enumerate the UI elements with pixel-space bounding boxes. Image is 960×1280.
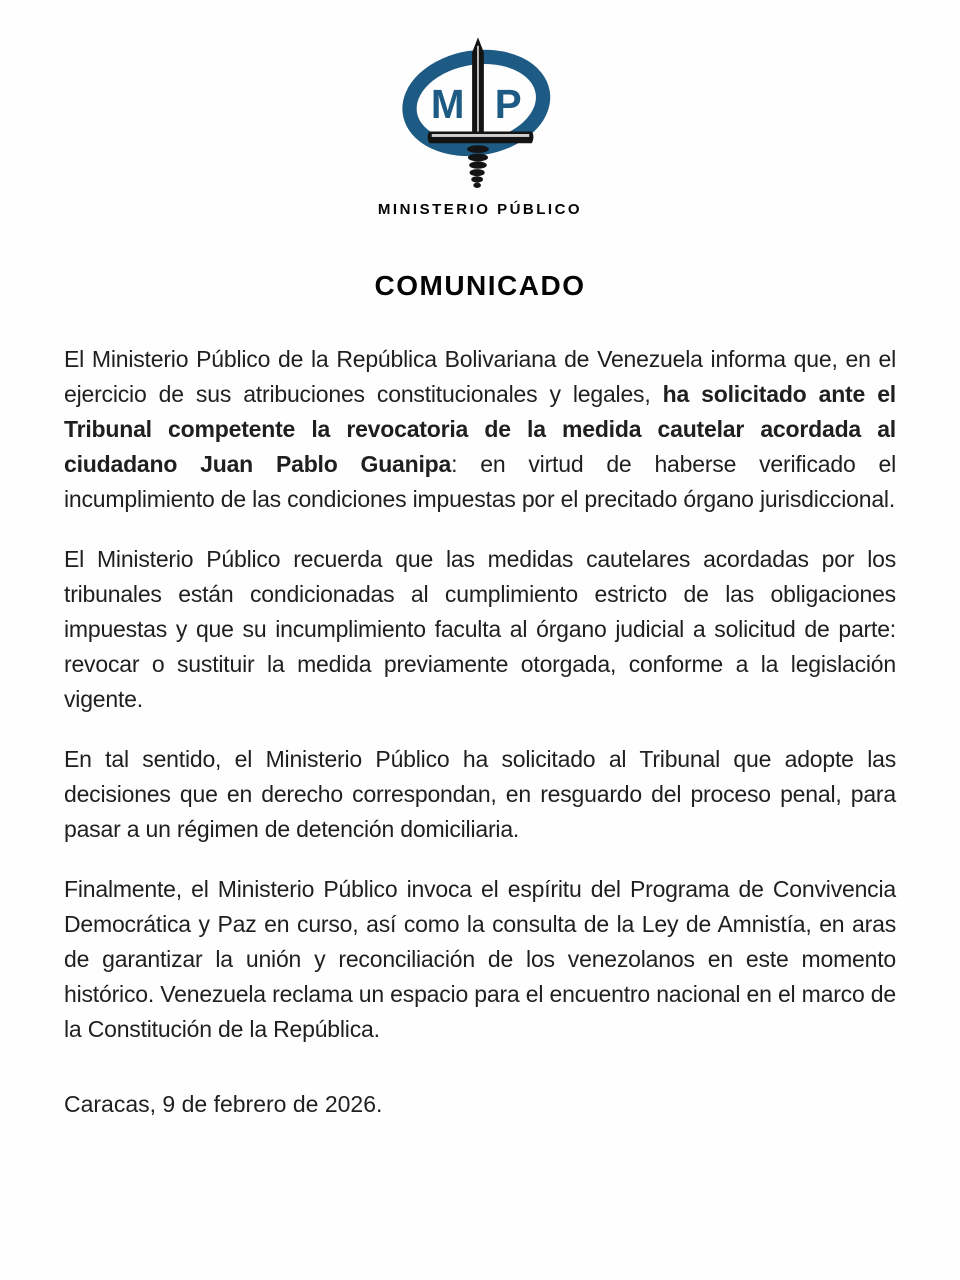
logo-caption: MINISTERIO PÚBLICO: [377, 201, 583, 218]
paragraphs: [64, 342, 896, 1047]
paragraph: [64, 872, 896, 1047]
mp-seal-icon: [388, 34, 573, 192]
paragraph: [64, 542, 896, 717]
dateline: Caracas, 9 de febrero de 2026.: [64, 1091, 383, 1117]
logo-letter-p: P: [494, 81, 522, 128]
bold-text-run: ha solicitado ante el Tribunal competente la revocatoria de la medida cautelar acordada al ciudadano Juan Pablo Guanipa: [64, 381, 896, 477]
text-run: El Ministerio Público de la República Bolivariana de Venezuela informa que, en el ejercicio de sus atribuciones constitucionales y legales,: [64, 346, 896, 407]
text-run: En tal sentido, el Ministerio Público ha solicitado al Tribunal que adopte las decisiones que en derecho correspondan, en resguardo del proceso penal, para pasar a un régimen de detención domiciliaria.: [64, 746, 896, 842]
dateline-wrap: [64, 1087, 896, 1122]
ministerio-publico-logo: [0, 0, 960, 218]
text-run: : en virtud de haberse verificado el incumplimiento de las condiciones impuestas por el precitado órgano jurisdiccional.: [64, 451, 896, 512]
document-title: COMUNICADO: [374, 270, 586, 301]
text-run: El Ministerio Público recuerda que las medidas cautelares acordadas por los tribunales están condicionadas al cumplimiento estricto de las obligaciones impuestas y que su incumplimiento faculta al órgano judicial a solicitud de parte: revocar o sustituir la medida previamente otorgada, conforme a la legislación vigente.: [64, 546, 896, 712]
text-run: Finalmente, el Ministerio Público invoca el espíritu del Programa de Convivencia Democrática y Paz en curso, así como la consulta de la Ley de Amnistía, en aras de garantizar la unión y reconciliación de los venezolanos en este momento histórico. Venezuela reclama un espacio para el encuentro nacional en el marco de la Constitución de la República.: [64, 876, 896, 1042]
logo-letter-m: M: [430, 81, 465, 128]
paragraph: [64, 342, 896, 517]
paragraph: [64, 742, 896, 847]
